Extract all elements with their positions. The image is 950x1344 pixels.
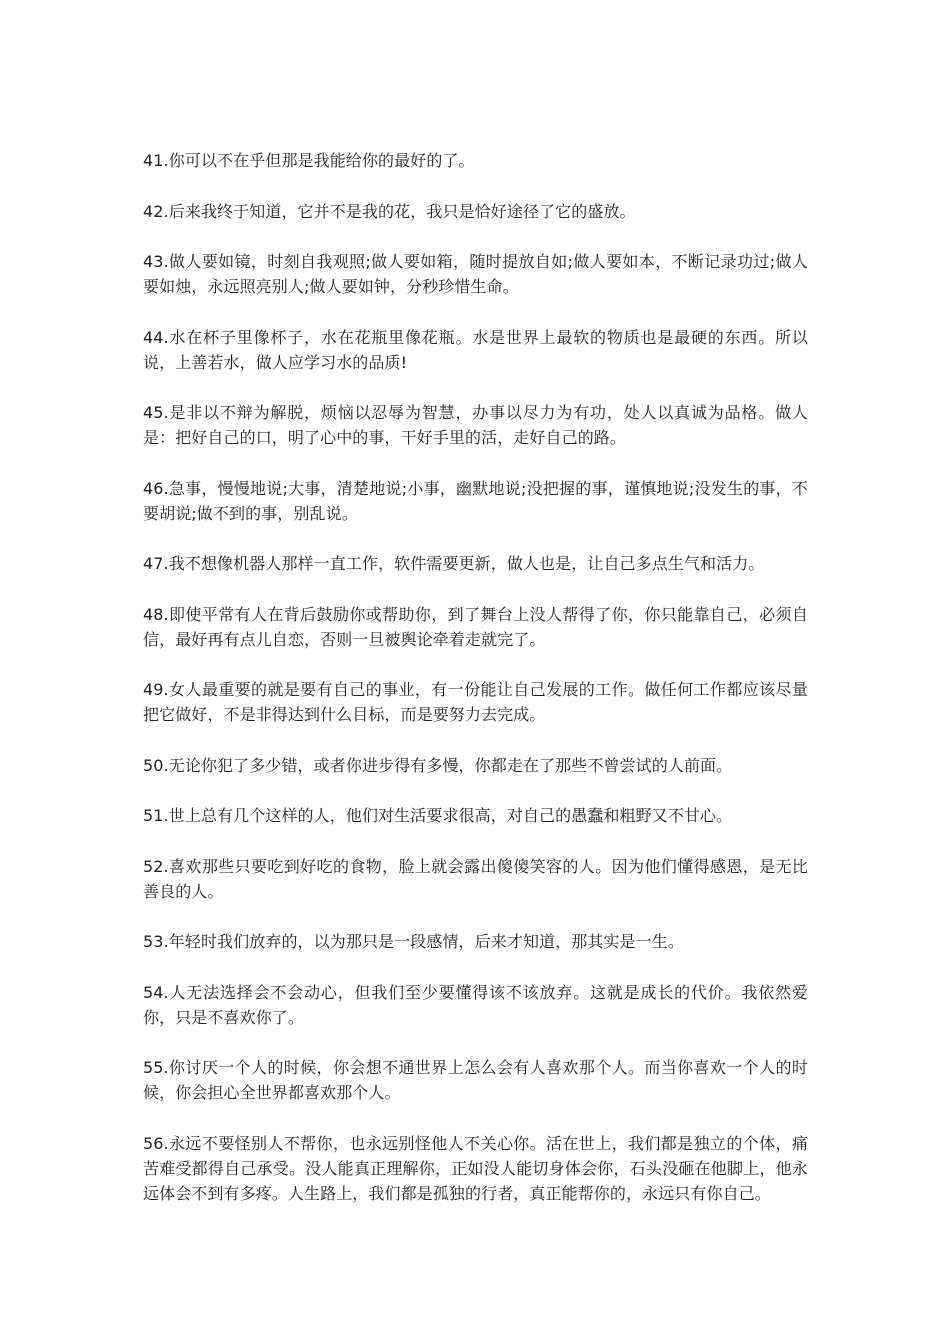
paragraph-55: 55.你讨厌一个人的时候，你会想不通世界上怎么会有人喜欢那个人。而当你喜欢一个人的时候，你会担心全世界都喜欢那个人。	[143, 1058, 808, 1102]
paragraph-41: 41.你可以不在乎但那是我能给你的最好的了。	[143, 151, 475, 170]
paragraph-47: 47.我不想像机器人那样一直工作，软件需要更新，做人也是，让自己多点生气和活力。	[143, 554, 765, 573]
document-body	[143, 148, 808, 1231]
paragraph-43: 43.做人要如镜，时刻自我观照;做人要如箱，随时提放自如;做人要如本，不断记录功过;做人要如烛，永远照亮别人;做人要如钟，分秒珍惜生命。	[143, 252, 808, 296]
paragraph-42: 42.后来我终于知道，它并不是我的花，我只是恰好途径了它的盛放。	[143, 201, 636, 221]
paragraph-56: 56.永远不要怪别人不帮你，也永远别怪他人不关心你。活在世上，我们都是独立的个体，痛苦难受都得自己承受。没人能真正理解你，正如没人能切身体会你，石头没砸在他脚上，他永远体会不到有多疼。人生路上，我们都是孤独的行者，真正能帮你的，永远只有你自己。	[143, 1133, 808, 1203]
paragraph-49: 49.女人最重要的就是要有自己的事业，有一份能让自己发展的工作。做任何工作都应该尽量把它做好，不是非得达到什么目标，而是要努力去完成。	[143, 680, 808, 724]
paragraph-54: 54.人无法选择会不会动心，但我们至少要懂得该不该放弃。这就是成长的代价。我依然爱你，只是不喜欢你了。	[143, 982, 808, 1027]
paragraph-50: 50.无论你犯了多少错，或者你进步得有多慢，你都走在了那些不曾尝试的人前面。	[143, 755, 733, 775]
paragraph-45: 45.是非以不辩为解脱，烦恼以忍辱为智慧，办事以尽力为有功，处人以真诚为品格。做人是：把好自己的口，明了心中的事，干好手里的活，走好自己的路。	[143, 403, 808, 447]
paragraph-53: 53.年轻时我们放弃的，以为那只是一段感情，后来才知道，那其实是一生。	[143, 932, 684, 951]
paragraph-52: 52.喜欢那些只要吃到好吃的食物，脸上就会露出傻傻笑容的人。因为他们懂得感恩，是无比善良的人。	[143, 856, 808, 901]
paragraph-48: 48.即使平常有人在背后鼓励你或帮助你，到了舞台上没人帮得了你，你只能靠自己，必须自信，最好再有点儿自恋，否则一旦被舆论牵着走就完了。	[143, 604, 808, 649]
paragraph-46: 46.急事，慢慢地说;大事，清楚地说;小事，幽默地说;没把握的事，谨慎地说;没发生的事，不要胡说;做不到的事，别乱说。	[143, 478, 808, 523]
paragraph-51: 51.世上总有几个这样的人，他们对生活要求很高，对自己的愚蠢和粗野又不甘心。	[143, 806, 733, 825]
paragraph-44: 44.水在杯子里像杯子，水在花瓶里像花瓶。水是世界上最软的物质也是最硬的东西。所以说，上善若水，做人应学习水的品质!	[143, 327, 808, 372]
